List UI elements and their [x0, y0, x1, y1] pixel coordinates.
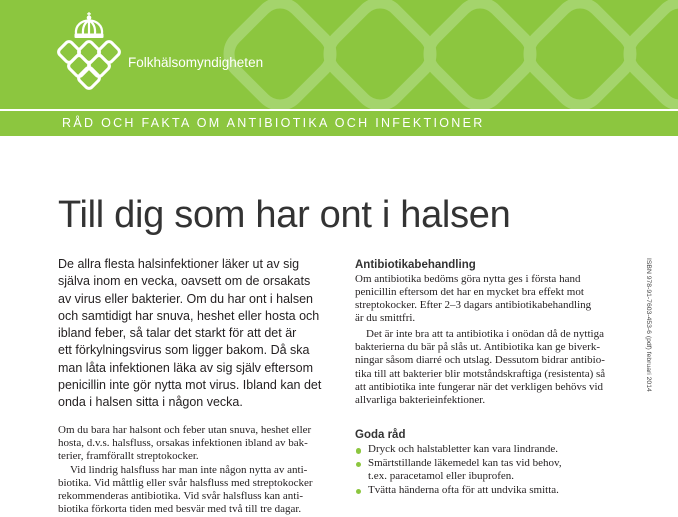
- list-item-text: Dryck och halstabletter kan vara lindrande.: [368, 443, 558, 455]
- list-item-text: Smärtstillande läkemedel kan tas vid behov,: [368, 456, 562, 469]
- body-line: streptokocker. Efter 2–3 dagars antibiotikabehandling: [355, 299, 592, 312]
- antibiotics-paragraph: [355, 328, 605, 407]
- list-item: [355, 457, 562, 484]
- lead-line: själva inom en vecka, oavsett om de orsakats: [58, 274, 311, 289]
- body-line: hosta, d.v.s. halsfluss, orsakas infektionen ibland av bak-: [58, 437, 308, 450]
- bullet-dot-icon: [356, 448, 362, 454]
- agency-name: Folkhälsomyndigheten: [128, 55, 264, 70]
- lead-line: De allra flesta halsinfektioner läker ut av sig: [58, 257, 300, 271]
- pattern-loop: [520, 0, 640, 109]
- isbn-imprint: ISBN 978-91-7603-453-6 (pdf) februari 2014: [645, 258, 652, 392]
- antibiotics-heading: Antibiotikabehandling: [355, 259, 476, 271]
- body-line: är du smittfri.: [355, 312, 416, 325]
- list-item: [355, 484, 562, 498]
- body-line: biotika. Vid måttlig eller svår halsfluss med streptokocker: [58, 476, 313, 489]
- lead-line: och samtidigt har snuva, heshet eller hosta och: [58, 308, 320, 323]
- list-item-text: Tvätta händerna ofta för att undvika smitta.: [368, 483, 559, 496]
- body-line: biotika förkorta tiden med besvär med två till tre dagar.: [58, 503, 302, 516]
- body-line: rekommenderas antibiotika. Vid svår halsfluss kan anti-: [58, 490, 304, 503]
- body-line: terier, framförallt streptokocker.: [58, 450, 199, 463]
- body-line: Vid lindrig halsfluss har man inte någon nytta av anti-: [70, 463, 308, 476]
- crown-icon: [75, 13, 104, 38]
- crown-knot-logo: [55, 12, 123, 90]
- sore-throat-body: [58, 424, 313, 516]
- body-line: allvarliga bakterieinfektioner.: [355, 394, 486, 407]
- body-line: bakterierna du bär på slås ut. Antibiotika kan ge biverk-: [355, 341, 600, 354]
- advice-list: [355, 443, 562, 497]
- body-line: penicillin eftersom det har en mycket bra effekt mot: [355, 286, 584, 299]
- pattern-loop: [320, 0, 440, 109]
- pattern-loop: [420, 0, 540, 109]
- lead-line: onda i halsen sitta i någon vecka.: [58, 395, 243, 410]
- antibiotics-paragraph: [355, 273, 591, 325]
- body-paragraph: [58, 424, 313, 464]
- knot-icon: [57, 40, 121, 90]
- body-line: Om antibiotika bedöms göra nytta ges i första hand: [355, 273, 581, 285]
- header-band: [0, 0, 678, 109]
- body-line: Om du bara har halsont och feber utan snuva, heshet eller: [58, 424, 312, 436]
- lead-line: penicillin inte gör nytta mot virus. Ibland kan det: [58, 378, 322, 393]
- page-title: Till dig som har ont i halsen: [58, 194, 511, 236]
- bullet-dot-icon: [356, 489, 362, 495]
- series-title: RÅD OCH FAKTA OM ANTIBIOTIKA OCH INFEKTIONER: [62, 116, 485, 130]
- body-paragraph: [58, 464, 313, 517]
- lead-line: av virus eller bakterier. Om du har ont i halsen: [58, 291, 313, 306]
- series-banner: [0, 111, 678, 136]
- lead-line: man låta infektionen läka av sig själv eftersom: [58, 360, 313, 375]
- lead-line: ibland feber, så talar det starkt för att det är: [58, 326, 297, 341]
- body-line: Det är inte bra att ta antibiotika i onödan då de nyttiga: [366, 328, 604, 340]
- advice-heading: Goda råd: [355, 429, 406, 441]
- body-line: tika till att bakterier blir motståndskraftiga (resistenta) så: [355, 367, 606, 380]
- body-line: ningar såsom diarré och utslag. Dessutom bidrar antibio-: [355, 354, 605, 367]
- lead-paragraph: [58, 256, 321, 412]
- list-item: [355, 443, 562, 457]
- pattern-loop: [620, 0, 678, 109]
- lead-line: ett förkylningsvirus som ligger bakom. Då ska: [58, 343, 310, 358]
- list-item-text: t.ex. paracetamol eller ibuprofen.: [368, 470, 514, 483]
- body-line: att antibiotika inte fungerar när det verkligen behövs vid: [355, 380, 604, 393]
- bullet-dot-icon: [356, 462, 362, 468]
